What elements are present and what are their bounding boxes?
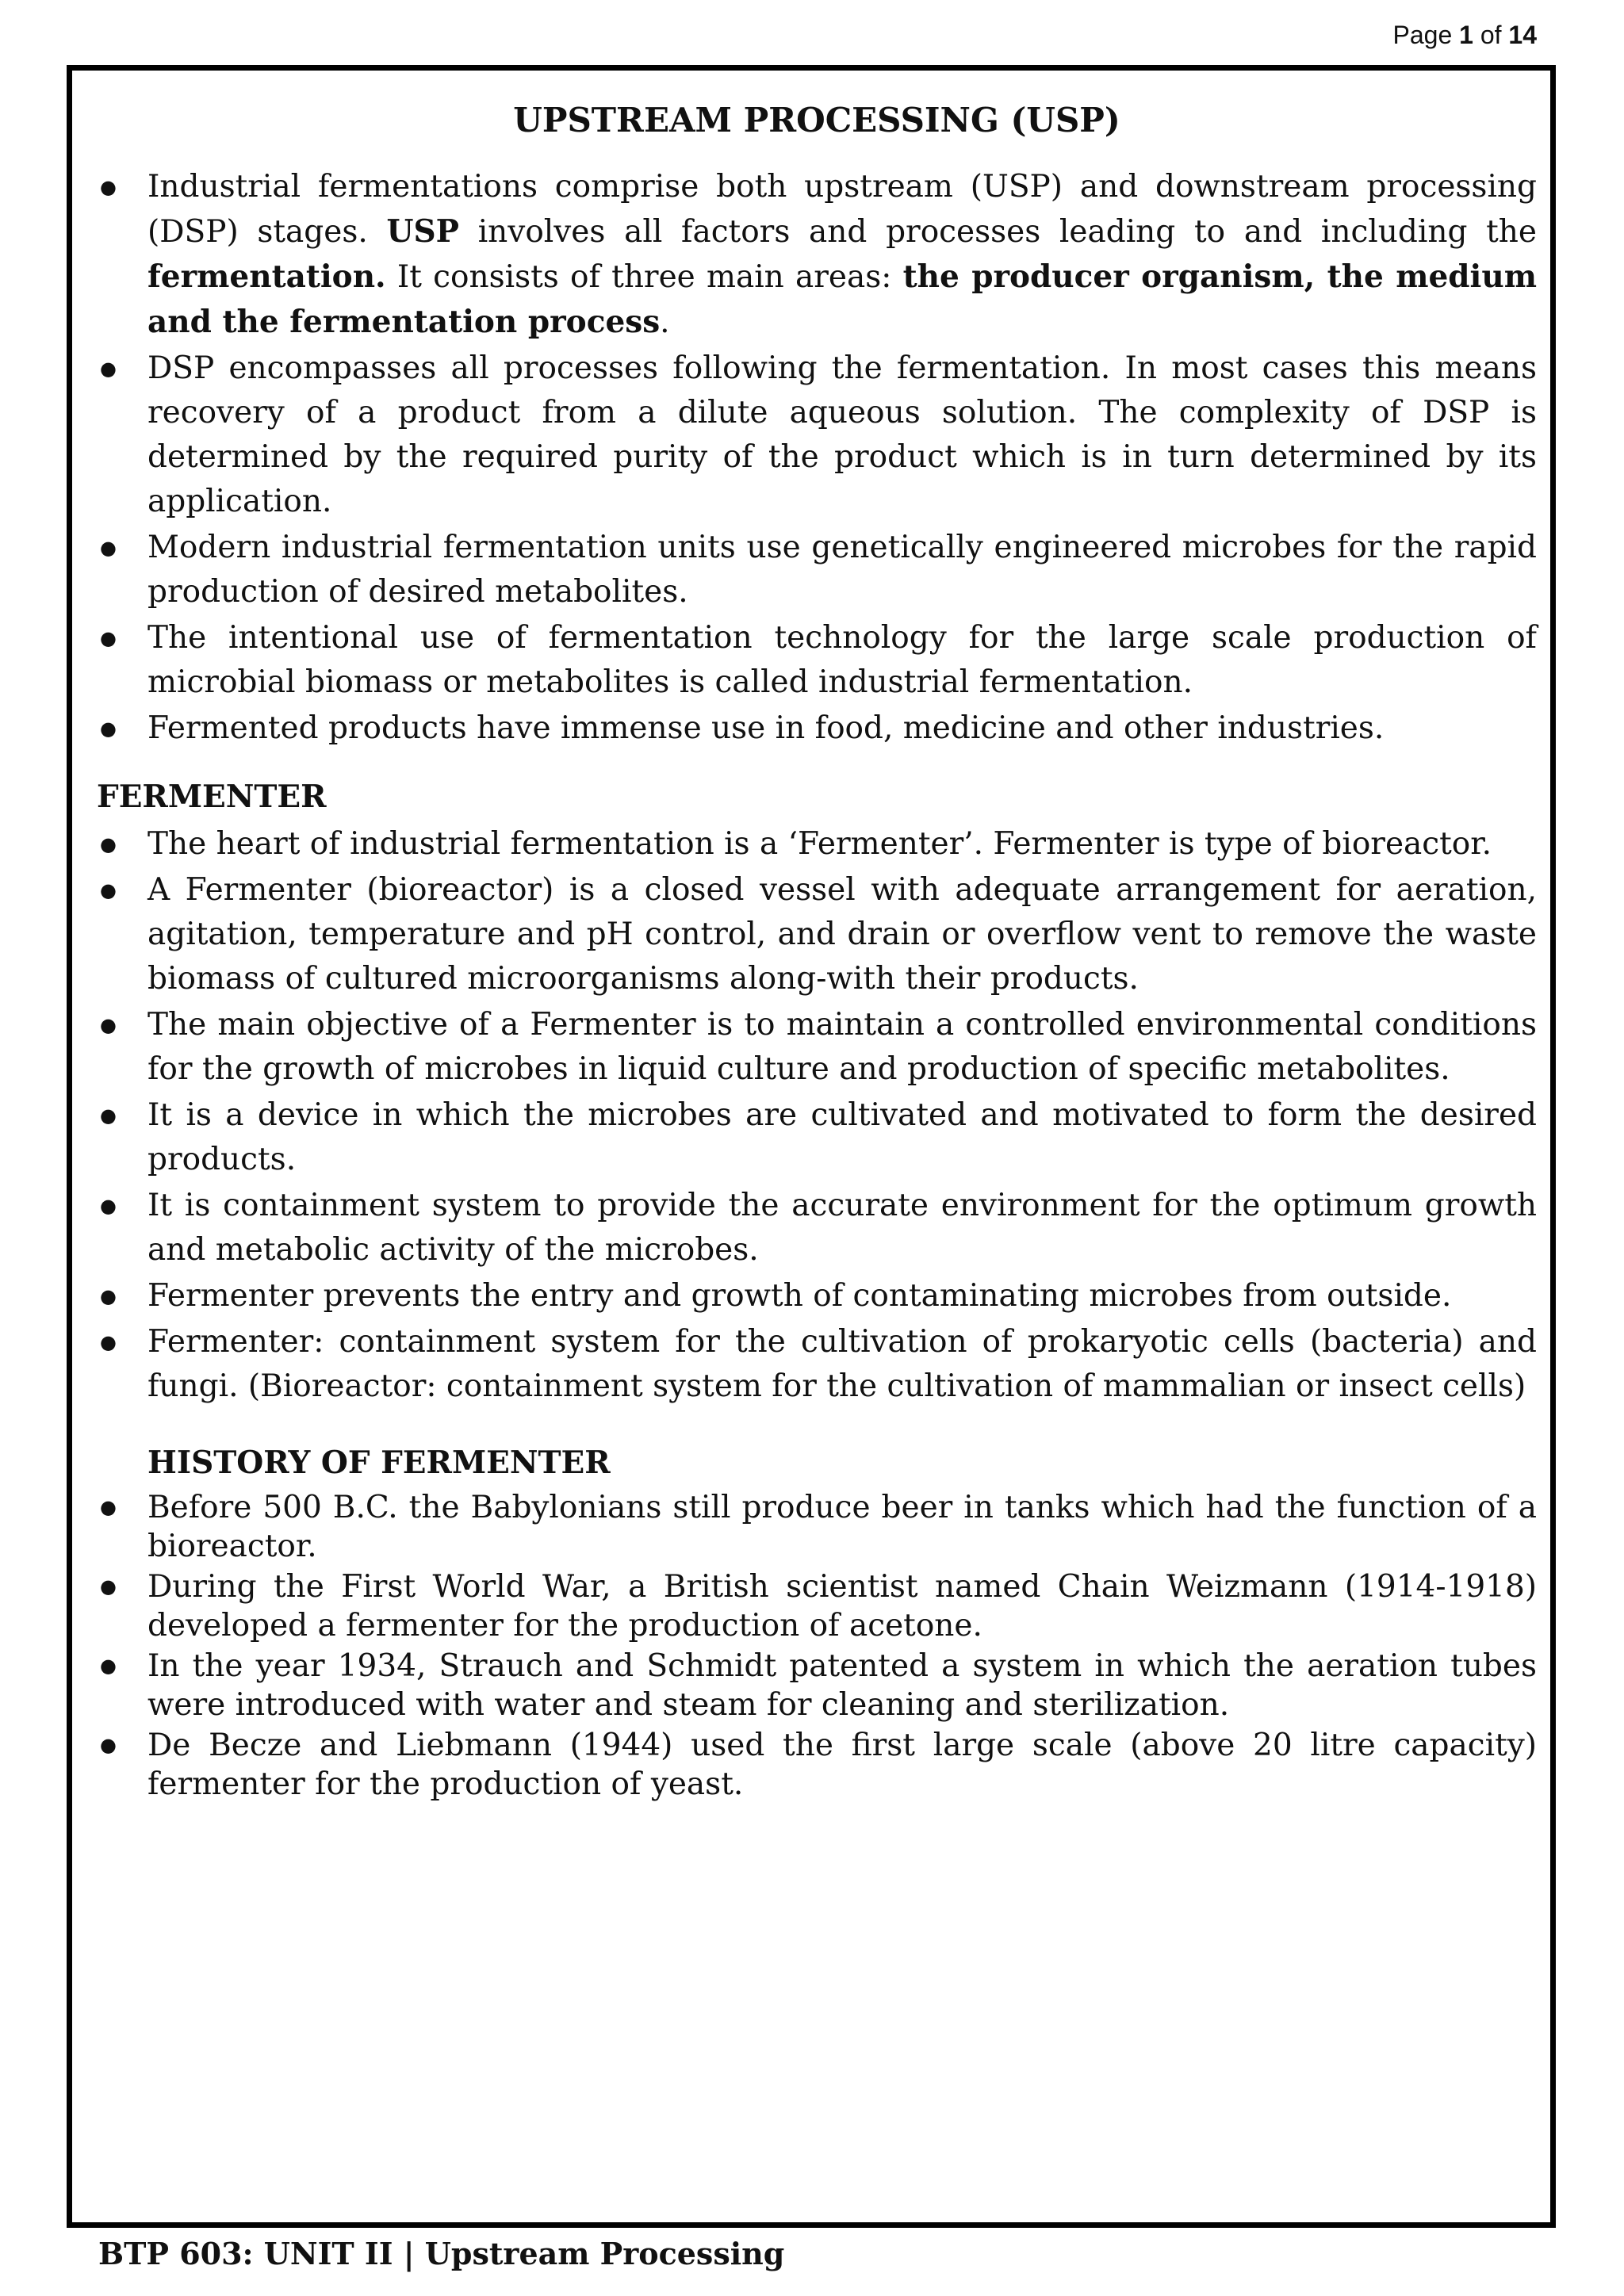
list-item-text: It is a device in which the microbes are cultivated and motivated to form the desired products. xyxy=(147,1097,1537,1177)
bullet-icon: ● xyxy=(100,1734,117,1756)
list-item-text: In the year 1934, Strauch and Schmidt patented a system in which the aeration tubes were introduced with water and steam for cleaning and sterilization. xyxy=(147,1648,1537,1723)
text: . xyxy=(660,304,670,340)
list-item xyxy=(97,346,1537,524)
text: The intentional use of fermentation technology for the large scale production of microbial biomass or metabolites is called industrial fermentation. xyxy=(147,620,1537,700)
text: Industrial fermentations comprise both upstream (USP) and downstream processing (DSP) stages. xyxy=(147,169,1537,250)
bullet-icon: ● xyxy=(100,1496,117,1518)
bullet-icon: ● xyxy=(100,1195,117,1217)
history-heading: HISTORY OF FERMENTER xyxy=(147,1445,611,1481)
history-bullet-list xyxy=(97,1488,1537,1804)
page-total: 14 xyxy=(1508,21,1537,49)
list-item-text: The main objective of a Fermenter is to maintain a controlled environmental conditions for the growth of microbes in liquid culture and production of specific metabolites. xyxy=(147,1007,1537,1087)
bold-text: fermentation. xyxy=(147,258,386,295)
bullet-icon: ● xyxy=(100,718,117,740)
list-item xyxy=(97,616,1537,705)
list-item xyxy=(97,822,1537,867)
bullet-icon: ● xyxy=(100,1575,117,1598)
page-number xyxy=(1393,21,1537,50)
bullet-icon: ● xyxy=(100,1014,117,1036)
page-current: 1 xyxy=(1459,21,1473,49)
intro-bullet-list xyxy=(97,165,1537,751)
list-item xyxy=(97,1647,1537,1724)
list-item xyxy=(97,868,1537,1001)
bullet-icon: ● xyxy=(100,833,117,855)
bold-text: USP xyxy=(386,213,459,250)
list-item-text: De Becze and Liebmann (1944) used the first large scale (above 20 litre capacity) fermenter for the production of yeast. xyxy=(147,1728,1537,1802)
list-item-text: Before 500 B.C. the Babylonians still produce beer in tanks which had the function of a bioreactor. xyxy=(147,1490,1537,1564)
list-item xyxy=(97,1320,1537,1409)
bold-text: the producer organism, the medium and the fermentation process xyxy=(147,258,1537,340)
bullet-icon: ● xyxy=(100,1655,117,1677)
document-title: UPSTREAM PROCESSING (USP) xyxy=(513,101,1120,140)
fermenter-heading: FERMENTER xyxy=(97,779,327,815)
list-item xyxy=(97,1093,1537,1182)
bullet-icon: ● xyxy=(100,1331,117,1353)
list-item-text: Fermenter prevents the entry and growth of contaminating microbes from outside. xyxy=(147,1278,1452,1314)
page-footer: BTP 603: UNIT II | Upstream Processing xyxy=(98,2236,785,2271)
bullet-icon: ● xyxy=(100,1104,117,1127)
list-item-text: The heart of industrial fermentation is a ‘Fermenter’. Fermenter is type of bioreactor. xyxy=(147,826,1492,862)
page-of: of xyxy=(1480,21,1502,49)
list-item xyxy=(97,1003,1537,1092)
bullet-icon: ● xyxy=(100,879,117,901)
bullet-icon: ● xyxy=(100,1285,117,1307)
text: involves all factors and processes leading to and including the xyxy=(458,214,1537,250)
bullet-icon: ● xyxy=(100,176,117,198)
list-item xyxy=(97,1488,1537,1566)
bullet-icon: ● xyxy=(100,627,117,649)
list-item xyxy=(97,1274,1537,1318)
page-prefix: Page xyxy=(1392,21,1453,49)
list-item xyxy=(97,526,1537,614)
bullet-icon: ● xyxy=(100,358,117,380)
text: It consists of three main areas: xyxy=(385,259,903,295)
fermenter-bullet-list xyxy=(97,822,1537,1409)
bullet-icon: ● xyxy=(100,537,117,559)
list-item xyxy=(97,1726,1537,1804)
text: Fermented products have immense use in food, medicine and other industries. xyxy=(147,710,1385,746)
list-item-text: During the First World War, a British scientist named Chain Weizmann (1914-1918) developed a fermenter for the production of acetone. xyxy=(147,1569,1537,1644)
list-item xyxy=(97,706,1537,751)
list-item xyxy=(97,1567,1537,1645)
text: DSP encompasses all processes following the fermentation. In most cases this means recovery of a product from a dilute aqueous solution. The complexity of DSP is determined by the required purity of the product which is in turn determined by its application. xyxy=(147,350,1537,519)
list-item-text: A Fermenter (bioreactor) is a closed vessel with adequate arrangement for aeration, agitation, temperature and pH control, and drain or overflow vent to remove the waste biomass of cultured microorganisms along-with their products. xyxy=(147,872,1537,997)
list-item-text: It is containment system to provide the accurate environment for the optimum growth and metabolic activity of the microbes. xyxy=(147,1188,1537,1268)
document-body xyxy=(97,97,1537,1805)
text: Modern industrial fermentation units use genetically engineered microbes for the rapid production of desired metabolites. xyxy=(147,530,1537,610)
list-item xyxy=(97,1184,1537,1272)
list-item-text: Fermenter: containment system for the cultivation of prokaryotic cells (bacteria) and fungi. (Bioreactor: containment system for the cultivation of mammalian or insect cells) xyxy=(147,1324,1537,1404)
list-item xyxy=(97,165,1537,345)
